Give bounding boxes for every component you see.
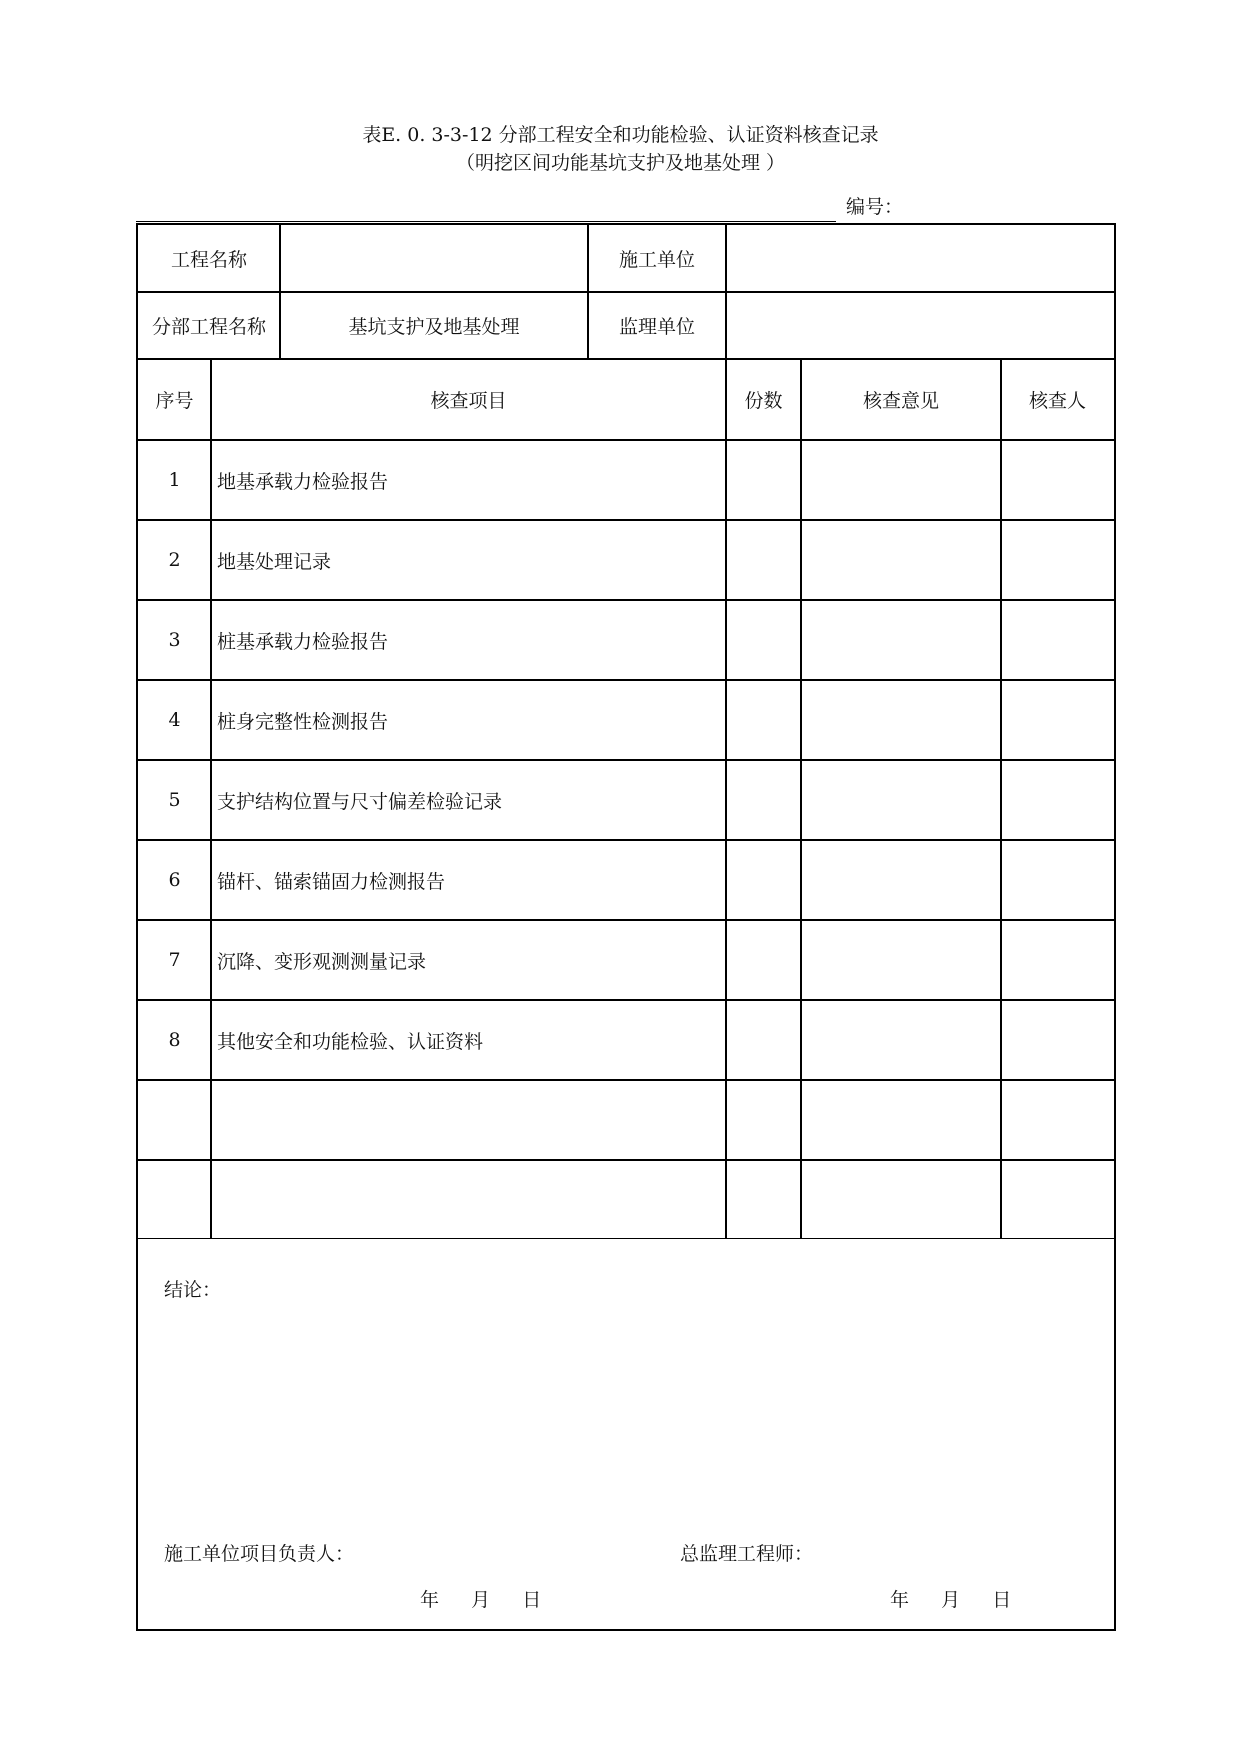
supervision-unit-value[interactable] xyxy=(726,292,1114,359)
divider xyxy=(587,225,589,359)
date-month: 月 xyxy=(471,1589,491,1611)
construction-unit-label: 施工单位 xyxy=(618,249,695,271)
row-checker[interactable] xyxy=(1001,760,1114,840)
row-checker[interactable] xyxy=(1001,1000,1114,1080)
row-copies[interactable] xyxy=(726,760,801,840)
header-no: 序号 xyxy=(155,390,194,412)
row-checker[interactable] xyxy=(1001,600,1114,680)
header-item: 核查项目 xyxy=(430,390,507,412)
row-item xyxy=(211,1160,726,1240)
row-copies[interactable] xyxy=(726,840,801,920)
row-copies[interactable] xyxy=(726,1160,801,1240)
construction-date xyxy=(420,1585,541,1612)
date-month: 月 xyxy=(941,1589,961,1611)
date-day: 日 xyxy=(992,1589,1012,1611)
row-no: 1 xyxy=(168,469,181,491)
divider xyxy=(138,439,1114,441)
project-name-value[interactable] xyxy=(280,225,588,292)
row-checker[interactable] xyxy=(1001,1160,1114,1240)
row-item: 锚杆、锚索锚固力检测报告 xyxy=(217,870,446,893)
row-opinion[interactable] xyxy=(801,440,1001,520)
row-opinion[interactable] xyxy=(801,680,1001,760)
row-item: 地基承载力检验报告 xyxy=(217,470,389,493)
row-item: 沉降、变形观测测量记录 xyxy=(217,950,427,973)
row-copies[interactable] xyxy=(726,520,801,600)
row-opinion[interactable] xyxy=(801,600,1001,680)
divider xyxy=(800,359,802,1239)
row-copies[interactable] xyxy=(726,440,801,520)
row-opinion[interactable] xyxy=(801,1080,1001,1160)
number-underline xyxy=(136,221,836,222)
construction-manager-label: 施工单位项目负责人： xyxy=(164,1543,355,1565)
row-item: 桩基承载力检验报告 xyxy=(217,630,389,653)
row-checker[interactable] xyxy=(1001,440,1114,520)
row-item: 支护结构位置与尺寸偏差检验记录 xyxy=(217,790,503,813)
divider xyxy=(210,359,212,1239)
row-opinion[interactable] xyxy=(801,760,1001,840)
record-table xyxy=(136,223,1116,1631)
row-copies[interactable] xyxy=(726,1000,801,1080)
divider xyxy=(1000,359,1002,1239)
header-checker: 核查人 xyxy=(1028,390,1086,412)
row-opinion[interactable] xyxy=(801,1160,1001,1240)
conclusion-label: 结论： xyxy=(164,1279,222,1301)
row-copies[interactable] xyxy=(726,920,801,1000)
sub-project-label: 分部工程名称 xyxy=(151,316,266,338)
header-copies: 份数 xyxy=(744,390,783,412)
row-no: 2 xyxy=(168,549,181,571)
row-no xyxy=(138,1160,211,1240)
row-checker[interactable] xyxy=(1001,1080,1114,1160)
chief-supervisor-label: 总监理工程师： xyxy=(680,1543,814,1565)
divider xyxy=(725,359,727,1239)
row-no: 5 xyxy=(168,789,181,811)
row-no: 6 xyxy=(168,869,181,891)
supervisor-date xyxy=(890,1585,1011,1612)
header-opinion: 核查意见 xyxy=(862,390,939,412)
row-copies[interactable] xyxy=(726,600,801,680)
project-name-label: 工程名称 xyxy=(170,249,247,271)
row-no: 7 xyxy=(168,949,181,971)
supervision-unit-label: 监理单位 xyxy=(618,316,695,338)
divider xyxy=(138,291,1114,293)
date-day: 日 xyxy=(522,1589,542,1611)
conclusion-section xyxy=(138,1239,1114,1629)
row-checker[interactable] xyxy=(1001,520,1114,600)
form-subtitle: （明挖区间功能基坑支护及地基处理 ） xyxy=(455,152,786,174)
sub-project-value[interactable]: 基坑支护及地基处理 xyxy=(348,316,520,338)
row-item: 其他安全和功能检验、认证资料 xyxy=(217,1030,484,1053)
row-checker[interactable] xyxy=(1001,840,1114,920)
row-item: 桩身完整性检测报告 xyxy=(217,710,389,733)
row-copies[interactable] xyxy=(726,680,801,760)
date-year: 年 xyxy=(890,1589,910,1611)
form-title: 表E. 0. 3-3-12 分部工程安全和功能检验、认证资料核查记录 xyxy=(362,124,879,146)
row-no: 3 xyxy=(168,629,181,651)
divider xyxy=(279,225,281,359)
date-year: 年 xyxy=(420,1589,440,1611)
construction-unit-value[interactable] xyxy=(726,225,1114,292)
row-opinion[interactable] xyxy=(801,1000,1001,1080)
row-no: 4 xyxy=(168,709,181,731)
row-checker[interactable] xyxy=(1001,680,1114,760)
row-opinion[interactable] xyxy=(801,920,1001,1000)
row-checker[interactable] xyxy=(1001,920,1114,1000)
row-copies[interactable] xyxy=(726,1080,801,1160)
row-no xyxy=(138,1080,211,1160)
row-opinion[interactable] xyxy=(801,840,1001,920)
row-no: 8 xyxy=(168,1029,181,1051)
divider xyxy=(725,225,727,359)
row-item xyxy=(211,1080,726,1160)
row-item: 地基处理记录 xyxy=(217,550,332,573)
row-opinion[interactable] xyxy=(801,520,1001,600)
number-label: 编号： xyxy=(846,196,904,218)
